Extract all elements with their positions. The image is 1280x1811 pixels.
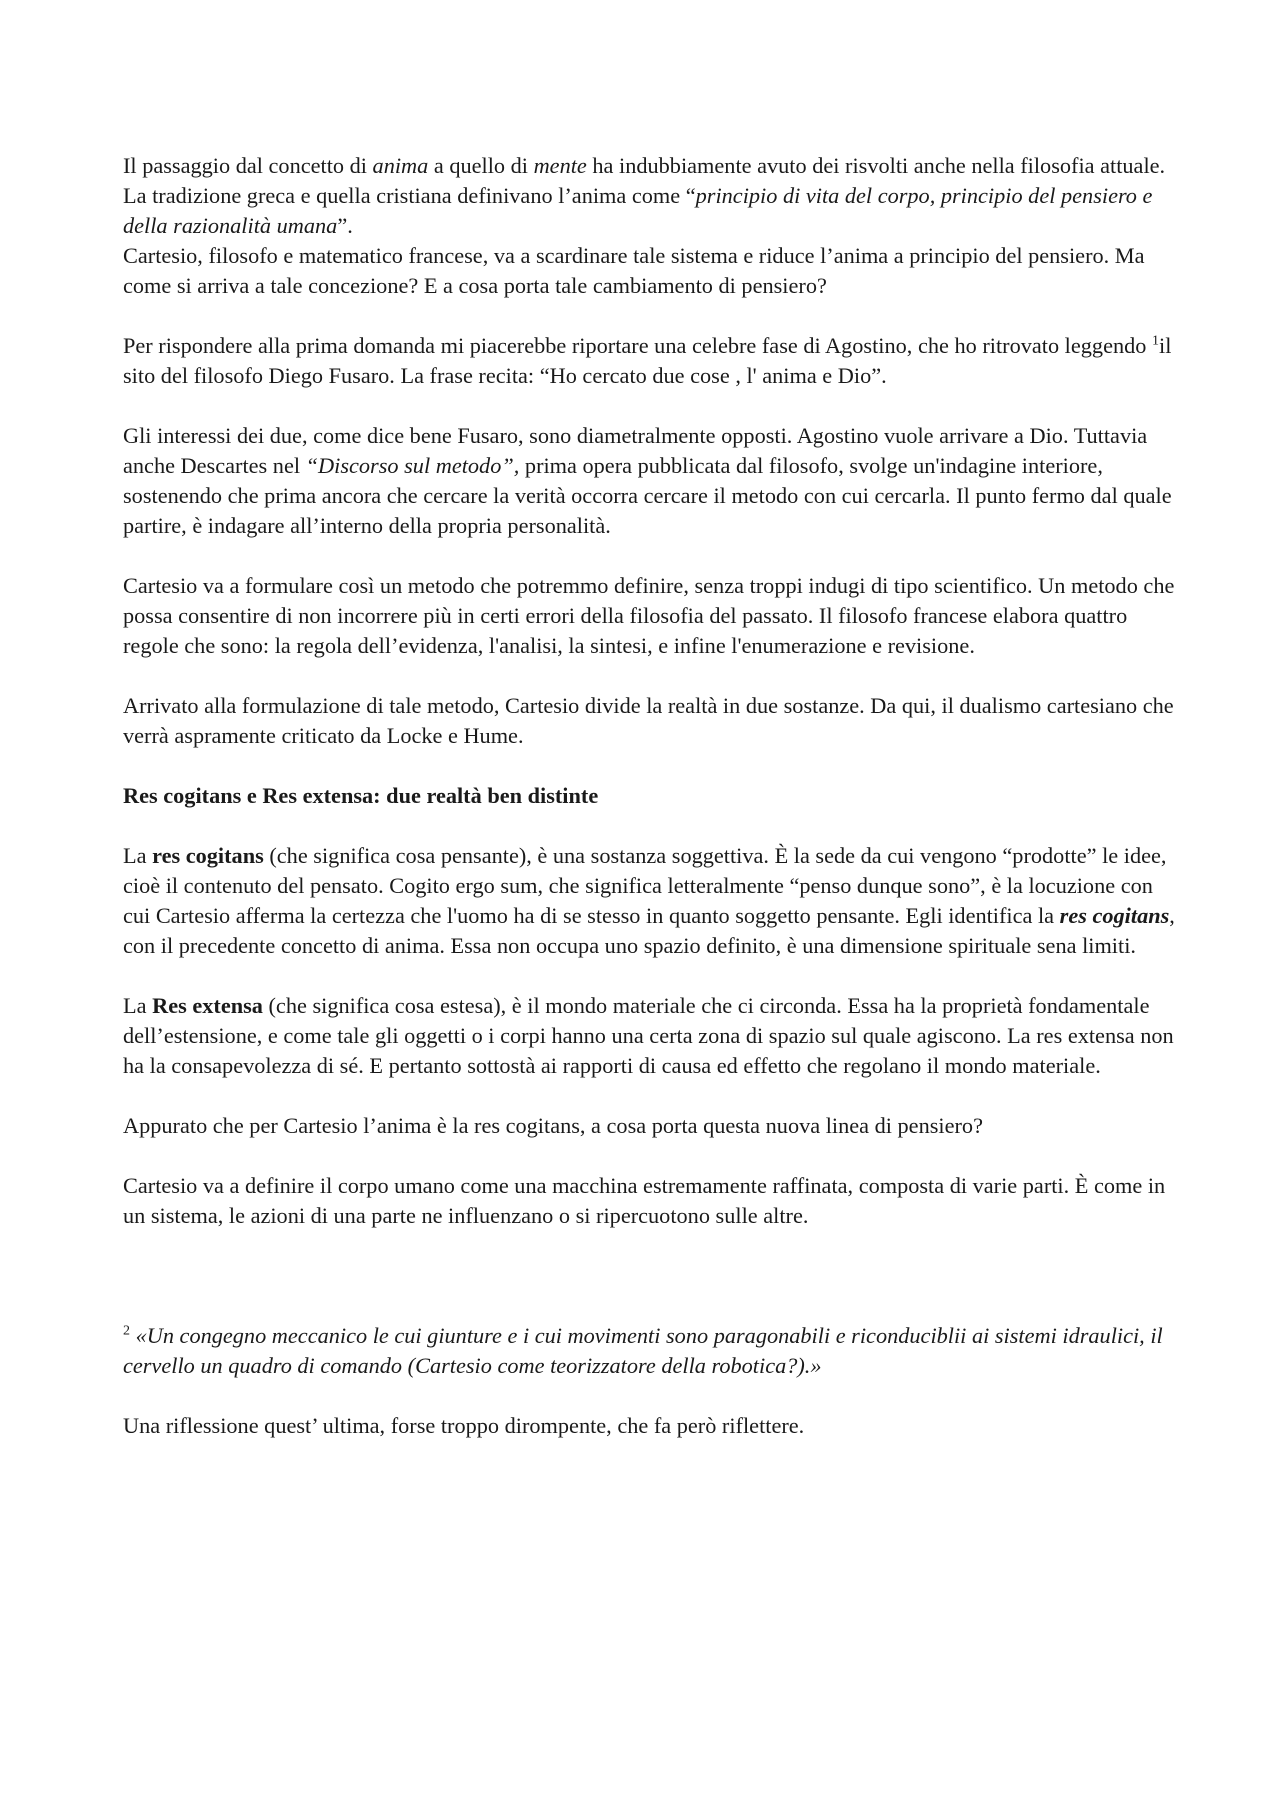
term-res-cogitans-emphasis: res cogitans xyxy=(1059,903,1170,928)
intro-text: ha indubbiamente avuto dei risvolti anche nella filosofia attuale. La tradizione greca e quella cristiana definivano l’anima come “ xyxy=(123,153,1166,208)
term-res-extensa: Res extensa xyxy=(152,993,263,1018)
agostino-paragraph xyxy=(123,331,1183,391)
cartesio-paragraph: Cartesio, filosofo e matematico francese, va a scardinare tale sistema e riduce l’anima a principio del pensiero. Ma come si arriva a tale concezione? E a cosa porta tale cambiamento di pensiero? xyxy=(123,243,1145,298)
term-anima: anima xyxy=(372,153,429,178)
cogitans-text: (che significa cosa pensante), è una sostanza soggettiva. È la sede da cui vengono “prodotte” le idee, cioè il contenuto del pensato. Cogito ergo sum, che significa letteralmente “penso dunque sono”, è la locuzione con cui Cartesio afferma la certezza che l'uomo ha di se stesso in quanto soggetto pensante. Egli identifica la xyxy=(123,843,1167,928)
document-page xyxy=(123,151,1183,1441)
agostino-text: Per rispondere alla prima domanda mi piacerebbe riportare una celebre fase di Agostino, che ho ritrovato leggendo xyxy=(123,333,1152,358)
extensa-text: La xyxy=(123,993,153,1018)
interessi-text: Gli interessi dei due, come dice bene Fusaro, sono diametralmente opposti. Agostino vuole arrivare a Dio. Tuttavia anche Descartes nel xyxy=(123,423,1148,478)
footnote-quote xyxy=(123,1321,1183,1381)
final-paragraph: Una riflessione quest’ ultima, forse troppo dirompente, che fa però riflettere. xyxy=(123,1413,805,1438)
dualismo-paragraph: Arrivato alla formulazione di tale metodo, Cartesio divide la realtà in due sostanze. Da qui, il dualismo cartesiano che verrà aspramente criticato da Locke e Hume. xyxy=(123,693,1174,748)
footnote-ref-2[interactable]: 2 xyxy=(123,1323,130,1339)
interessi-text: prima opera pubblicata dal filosofo, svolge un'indagine interiore, sostenendo che prima ancora che cercare la verità occorra cercare il metodo con cui cercarla. Il punto fermo dal quale partire, è indagare all’interno della propria personalità. xyxy=(123,453,1172,538)
corpo-paragraph: Cartesio va a definire il corpo umano come una macchina estremamente raffinata, composta di varie parti. È come in un sistema, le azioni di una parte ne influenzano o si ripercuotono sulle altre. xyxy=(123,1173,1166,1228)
res-cogitans-paragraph xyxy=(123,841,1183,961)
intro-text: Il passaggio dal concetto di xyxy=(123,153,373,178)
interessi-paragraph xyxy=(123,421,1183,541)
extensa-text: (che significa cosa estesa), è il mondo materiale che ci circonda. Essa ha la proprietà fondamentale dell’estensione, e come tale gli oggetti o i corpi hanno una certa zona di spazio sul quale agiscono. La res extensa non ha la consapevolezza di sé. E pertanto sottostà ai rapporti di causa ed effetto che regolano il mondo materiale. xyxy=(123,993,1174,1078)
intro-paragraph xyxy=(123,151,1183,241)
section-heading: Res cogitans e Res extensa: due realtà ben distinte xyxy=(123,783,599,808)
footnote-text: «Un congegno meccanico le cui giunture e i cui movimenti sono paragonabili e riconduciblii ai sistemi idraulici, il cervello un quadro di comando (Cartesio come teorizzatore della robotica?).» xyxy=(123,1323,1163,1378)
intro-quote: principio di vita del corpo, principio del pensiero e della razionalità umana xyxy=(123,183,1153,238)
cogitans-text: La xyxy=(123,843,153,868)
appurato-paragraph: Appurato che per Cartesio l’anima è la res cogitans, a cosa porta questa nuova linea di pensiero? xyxy=(123,1113,983,1138)
term-res-cogitans: res cogitans xyxy=(152,843,264,868)
agostino-text: il sito del filosofo Diego Fusaro. La frase recita: “Ho cercato due cose , l' anima e Dio”. xyxy=(123,333,1172,388)
book-title: “Discorso sul metodo”, xyxy=(305,453,520,478)
cogitans-text: , con il precedente concetto di anima. Essa non occupa uno spazio definito, è una dimensione spirituale sena limiti. xyxy=(123,903,1175,958)
res-extensa-paragraph xyxy=(123,991,1183,1081)
intro-text: ”. xyxy=(337,213,353,238)
metodo-paragraph: Cartesio va a formulare così un metodo che potremmo definire, senza troppi indugi di tipo scientifico. Un metodo che possa consentire di non incorrere più in certi errori della filosofia del passato. Il filosofo francese elabora quattro regole che sono: la regola dell’evidenza, l'analisi, la sintesi, e infine l'enumerazione e revisione. xyxy=(123,573,1175,658)
intro-text: a quello di xyxy=(428,153,534,178)
term-mente: mente xyxy=(533,153,587,178)
footnote-ref-1[interactable]: 1 xyxy=(1152,333,1159,349)
